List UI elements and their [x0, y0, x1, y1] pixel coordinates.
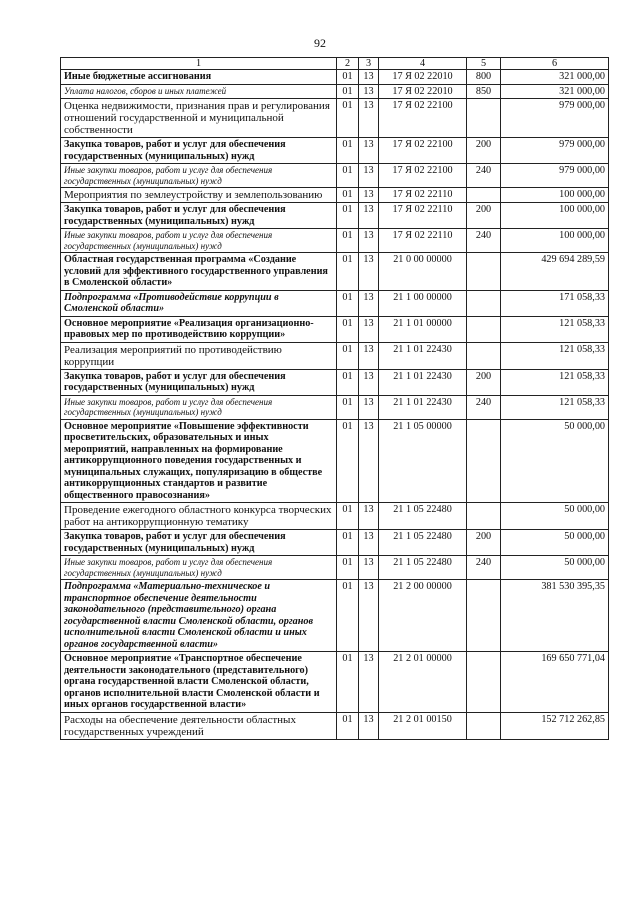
row-section: 01: [337, 369, 359, 395]
row-expense-type: 240: [467, 164, 501, 188]
row-amount: 121 058,33: [501, 395, 609, 419]
row-name: Реализация мероприятий по противодействию коррупции: [61, 342, 337, 369]
row-subsection: 13: [359, 652, 379, 713]
row-expense-type: [467, 419, 501, 503]
row-amount: 979 000,00: [501, 99, 609, 138]
table-row: [61, 203, 609, 229]
row-expense-type: [467, 290, 501, 316]
row-name: Уплата налогов, сборов и иных платежей: [61, 84, 337, 99]
budget-table: [60, 57, 609, 740]
row-section: 01: [337, 99, 359, 138]
row-name: Иные закупки товаров, работ и услуг для обеспечения государственных (муниципальных) нужд: [61, 164, 337, 188]
row-target-code: 17 Я 02 22010: [379, 84, 467, 99]
row-amount: 121 058,33: [501, 369, 609, 395]
row-amount: 381 530 395,35: [501, 580, 609, 652]
table-row: [61, 188, 609, 203]
row-subsection: 13: [359, 712, 379, 739]
row-section: 01: [337, 84, 359, 99]
row-subsection: 13: [359, 203, 379, 229]
row-subsection: 13: [359, 84, 379, 99]
row-amount: 429 694 289,59: [501, 253, 609, 291]
header-col-4: 4: [379, 58, 467, 70]
table-row: [61, 70, 609, 85]
row-section: 01: [337, 138, 359, 164]
row-section: 01: [337, 253, 359, 291]
row-name: Закупка товаров, работ и услуг для обеспечения государственных (муниципальных) нужд: [61, 369, 337, 395]
row-expense-type: [467, 712, 501, 739]
table-row: [61, 712, 609, 739]
table-row: [61, 316, 609, 342]
row-subsection: 13: [359, 342, 379, 369]
row-target-code: 21 1 01 00000: [379, 316, 467, 342]
row-expense-type: 200: [467, 203, 501, 229]
table-row: [61, 253, 609, 291]
row-subsection: 13: [359, 369, 379, 395]
row-name: Проведение ежегодного областного конкурса творческих работ на антикоррупционную тематику: [61, 503, 337, 530]
page-number: 92: [314, 36, 326, 50]
row-name: Иные закупки товаров, работ и услуг для обеспечения государственных (муниципальных) нужд: [61, 556, 337, 580]
row-target-code: 21 2 00 00000: [379, 580, 467, 652]
table-row: [61, 503, 609, 530]
row-name: Закупка товаров, работ и услуг для обеспечения государственных (муниципальных) нужд: [61, 530, 337, 556]
row-expense-type: 240: [467, 556, 501, 580]
row-subsection: 13: [359, 530, 379, 556]
row-expense-type: 200: [467, 138, 501, 164]
table-row: [61, 138, 609, 164]
row-target-code: 17 Я 02 22100: [379, 99, 467, 138]
row-target-code: 17 Я 02 22110: [379, 229, 467, 253]
row-expense-type: 800: [467, 70, 501, 85]
row-name: Мероприятия по землеустройству и землепользованию: [61, 188, 337, 203]
row-target-code: 21 1 05 22480: [379, 503, 467, 530]
row-subsection: 13: [359, 70, 379, 85]
table-row: [61, 580, 609, 652]
row-subsection: 13: [359, 580, 379, 652]
row-section: 01: [337, 395, 359, 419]
row-amount: 100 000,00: [501, 203, 609, 229]
row-section: 01: [337, 580, 359, 652]
table-row: [61, 290, 609, 316]
row-amount: 100 000,00: [501, 188, 609, 203]
table-row: [61, 342, 609, 369]
row-amount: 321 000,00: [501, 84, 609, 99]
table-row: [61, 556, 609, 580]
row-expense-type: 240: [467, 229, 501, 253]
row-section: 01: [337, 203, 359, 229]
row-subsection: 13: [359, 229, 379, 253]
row-subsection: 13: [359, 138, 379, 164]
row-expense-type: [467, 253, 501, 291]
row-amount: 321 000,00: [501, 70, 609, 85]
table-header-row: [61, 58, 609, 70]
row-name: Основное мероприятие «Реализация организационно-правовых мер по противодействию коррупции»: [61, 316, 337, 342]
row-amount: 50 000,00: [501, 503, 609, 530]
row-target-code: 17 Я 02 22110: [379, 188, 467, 203]
header-col-1: 1: [61, 58, 337, 70]
row-amount: 50 000,00: [501, 530, 609, 556]
row-subsection: 13: [359, 419, 379, 503]
row-target-code: 21 0 00 00000: [379, 253, 467, 291]
row-section: 01: [337, 229, 359, 253]
row-section: 01: [337, 503, 359, 530]
row-section: 01: [337, 164, 359, 188]
row-amount: 152 712 262,85: [501, 712, 609, 739]
table-row: [61, 229, 609, 253]
row-expense-type: [467, 652, 501, 713]
table-row: [61, 164, 609, 188]
table-body: [61, 70, 609, 740]
row-section: 01: [337, 419, 359, 503]
row-expense-type: [467, 580, 501, 652]
row-amount: 979 000,00: [501, 138, 609, 164]
table-row: [61, 84, 609, 99]
row-subsection: 13: [359, 188, 379, 203]
table-row: [61, 369, 609, 395]
row-amount: 979 000,00: [501, 164, 609, 188]
row-name: Основное мероприятие «Повышение эффективности просветительских, образовательных и иных мероприятий, направленных на формирование антикоррупционного поведения государственных и муниципальных служащих, популяризацию в обществе антикоррупционных стандартов и развитие общественного правосознания»: [61, 419, 337, 503]
row-expense-type: [467, 316, 501, 342]
row-name: Областная государственная программа «Создание условий для эффективного государственного управления в Смоленской области»: [61, 253, 337, 291]
row-name: Подпрограмма «Противодействие коррупции в Смоленской области»: [61, 290, 337, 316]
row-section: 01: [337, 712, 359, 739]
row-subsection: 13: [359, 99, 379, 138]
row-target-code: 21 1 00 00000: [379, 290, 467, 316]
table-row: [61, 99, 609, 138]
row-amount: 171 058,33: [501, 290, 609, 316]
row-amount: 121 058,33: [501, 342, 609, 369]
row-amount: 100 000,00: [501, 229, 609, 253]
row-target-code: 21 2 01 00150: [379, 712, 467, 739]
row-expense-type: [467, 342, 501, 369]
row-target-code: 17 Я 02 22110: [379, 203, 467, 229]
row-section: 01: [337, 70, 359, 85]
row-expense-type: 240: [467, 395, 501, 419]
row-expense-type: [467, 188, 501, 203]
row-subsection: 13: [359, 556, 379, 580]
row-amount: 50 000,00: [501, 419, 609, 503]
header-col-3: 3: [359, 58, 379, 70]
row-target-code: 17 Я 02 22100: [379, 164, 467, 188]
row-name: Закупка товаров, работ и услуг для обеспечения государственных (муниципальных) нужд: [61, 203, 337, 229]
row-amount: 50 000,00: [501, 556, 609, 580]
row-subsection: 13: [359, 253, 379, 291]
row-expense-type: [467, 503, 501, 530]
row-target-code: 21 1 05 22480: [379, 556, 467, 580]
row-subsection: 13: [359, 316, 379, 342]
row-subsection: 13: [359, 164, 379, 188]
row-name: Расходы на обеспечение деятельности областных государственных учреждений: [61, 712, 337, 739]
row-section: 01: [337, 530, 359, 556]
row-name: Оценка недвижимости, признания прав и регулирования отношений государственной и муниципальной собственности: [61, 99, 337, 138]
table-row: [61, 395, 609, 419]
header-col-5: 5: [467, 58, 501, 70]
row-section: 01: [337, 342, 359, 369]
row-target-code: 21 1 05 00000: [379, 419, 467, 503]
row-target-code: 17 Я 02 22100: [379, 138, 467, 164]
header-col-2: 2: [337, 58, 359, 70]
row-name: Иные закупки товаров, работ и услуг для обеспечения государственных (муниципальных) нужд: [61, 229, 337, 253]
row-expense-type: 200: [467, 369, 501, 395]
row-name: Иные закупки товаров, работ и услуг для обеспечения государственных (муниципальных) нужд: [61, 395, 337, 419]
row-name: Подпрограмма «Материально-техническое и транспортное обеспечение деятельности законодательного (представительного) органа государственной власти Смоленской области, органов исполнительной власти Смоленской области и иных органов государственной власти»: [61, 580, 337, 652]
row-section: 01: [337, 316, 359, 342]
row-target-code: 17 Я 02 22010: [379, 70, 467, 85]
row-target-code: 21 1 01 22430: [379, 395, 467, 419]
row-expense-type: 200: [467, 530, 501, 556]
row-target-code: 21 1 05 22480: [379, 530, 467, 556]
row-expense-type: [467, 99, 501, 138]
row-name: Закупка товаров, работ и услуг для обеспечения государственных (муниципальных) нужд: [61, 138, 337, 164]
row-subsection: 13: [359, 395, 379, 419]
row-name: Основное мероприятие «Транспортное обеспечение деятельности законодательного (представительного) органа государственной власти Смоленской области, органов исполнительной власти Смоленской области и иных органов государственной власти»: [61, 652, 337, 713]
row-section: 01: [337, 188, 359, 203]
table-row: [61, 530, 609, 556]
row-expense-type: 850: [467, 84, 501, 99]
row-section: 01: [337, 290, 359, 316]
row-target-code: 21 2 01 00000: [379, 652, 467, 713]
row-target-code: 21 1 01 22430: [379, 342, 467, 369]
row-amount: 121 058,33: [501, 316, 609, 342]
row-target-code: 21 1 01 22430: [379, 369, 467, 395]
row-section: 01: [337, 652, 359, 713]
row-amount: 169 650 771,04: [501, 652, 609, 713]
table-row: [61, 652, 609, 713]
row-subsection: 13: [359, 503, 379, 530]
row-section: 01: [337, 556, 359, 580]
header-col-6: 6: [501, 58, 609, 70]
row-subsection: 13: [359, 290, 379, 316]
table-row: [61, 419, 609, 503]
row-name: Иные бюджетные ассигнования: [61, 70, 337, 85]
